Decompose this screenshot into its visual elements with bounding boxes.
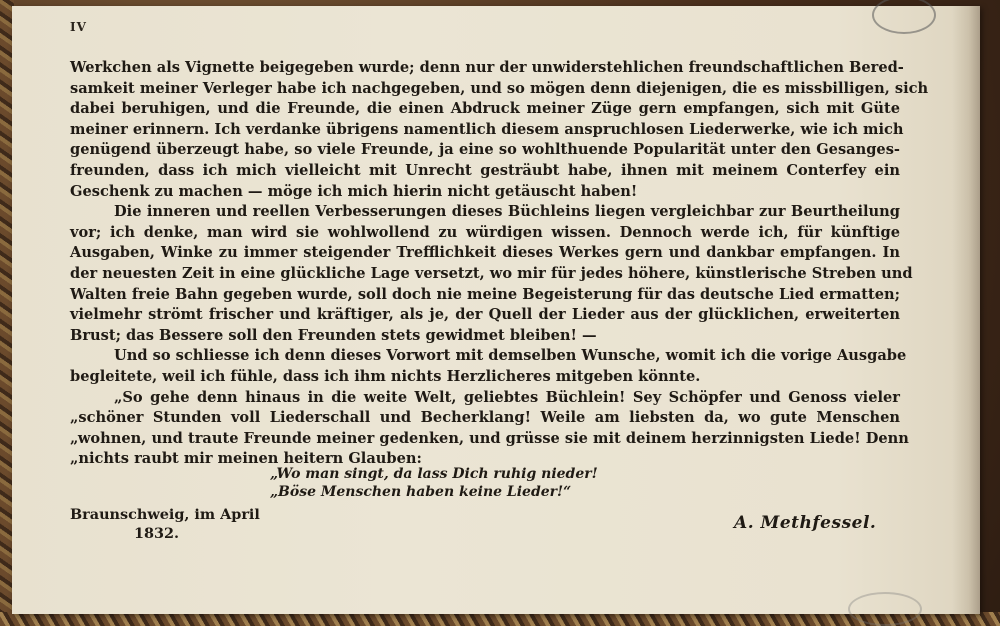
text-line: genügend überzeugt habe, so viele Freunde, ja eine so wohlthuende Popularität unter den Gesanges- xyxy=(70,141,900,159)
text-line: vielmehr strömt frischer und kräftiger, als je, der Quell der Lieder aus der glücklichen, erweiterten xyxy=(70,306,900,324)
text-line: Brust; das Bessere soll den Freunden stets gewidmet bleiben! — xyxy=(70,326,597,344)
body-text xyxy=(70,58,929,470)
text-line: meiner erinnern. Ich verdanke übrigens namentlich diesem anspruchlosen Liederwerke, wie ich mich xyxy=(70,120,904,138)
text-line: „schöner Stunden voll Liederschall und Becherklang! Weile am liebsten da, wo gute Menschen xyxy=(70,409,900,427)
page-edge-shadow xyxy=(952,6,980,614)
text-line: freunden, dass ich mich vielleicht mit Unrecht gesträubt habe, ihnen mit meinem Conterfey ein xyxy=(70,161,900,179)
paragraph-4 xyxy=(70,388,909,470)
text-line: Die inneren und reellen Verbesserungen dieses Büchleins liegen vergleichbar zur Beurtheilung xyxy=(114,203,900,221)
paragraph-3 xyxy=(70,346,907,387)
spectacles-bottom-right xyxy=(848,592,922,626)
verse-quote xyxy=(270,465,598,501)
place-text: Braunschweig, im April xyxy=(70,506,260,523)
page-number: IV xyxy=(70,20,87,34)
spectacles-top-right xyxy=(872,0,936,34)
paragraph-2 xyxy=(70,202,913,346)
text-line: Walten freie Bahn gegeben wurde, soll doch nie meine Begeisterung für das deutsche Lied ermatten; xyxy=(70,285,900,303)
text-line: Geschenk zu machen — möge ich mich hierin nicht getäuscht haben! xyxy=(70,182,638,200)
quote-line: „Böse Menschen haben keine Lieder!“ xyxy=(270,484,572,500)
book-page xyxy=(12,6,980,614)
text-line: samkeit meiner Verleger habe ich nachgegeben, und so mögen denn diejenigen, die es missbilligen, sich xyxy=(70,79,929,97)
text-line: „So gehe denn hinaus in die weite Welt, geliebtes Büchlein! Sey Schöpfer und Genoss vieler xyxy=(114,388,900,406)
year-text: 1832. xyxy=(134,525,180,542)
place-date xyxy=(70,505,260,543)
text-line: Werkchen als Vignette beigegeben wurde; denn nur der unwiderstehlichen freundschaftlichen Bered- xyxy=(70,59,904,76)
text-line: „nichts raubt mir meinen heitern Glauben: xyxy=(70,450,422,468)
paragraph-1 xyxy=(70,58,929,202)
text-line: begleitete, weil ich fühle, dass ich ihm nichts Herzlicheres mitgeben könnte. xyxy=(70,367,701,385)
text-line: „wohnen, und traute Freunde meiner gedenken, und grüsse sie mit deinem herzinnigsten Liede! Denn xyxy=(70,429,909,447)
text-line: Ausgaben, Winke zu immer steigender Trefflichkeit dieses Werkes gern und dankbar empfangen. In xyxy=(70,244,900,262)
text-line: der neuesten Zeit in eine glückliche Lage versetzt, wo mir für jedes höhere, künstlerische Streben und xyxy=(70,264,913,282)
quote-line: „Wo man singt, da lass Dich ruhig nieder! xyxy=(270,466,598,482)
text-line: Und so schliesse ich denn dieses Vorwort mit demselben Wunsche, womit ich die vorige Ausgabe xyxy=(114,347,907,365)
text-line: dabei beruhigen, und die Freunde, die einen Abdruck meiner Züge gern empfangen, sich mit Güte xyxy=(70,100,900,118)
text-line: vor; ich denke, man wird sie wohlwollend zu würdigen wissen. Dennoch werde ich, für künftige xyxy=(70,223,900,241)
author-signature: A. Methfessel. xyxy=(734,513,877,533)
